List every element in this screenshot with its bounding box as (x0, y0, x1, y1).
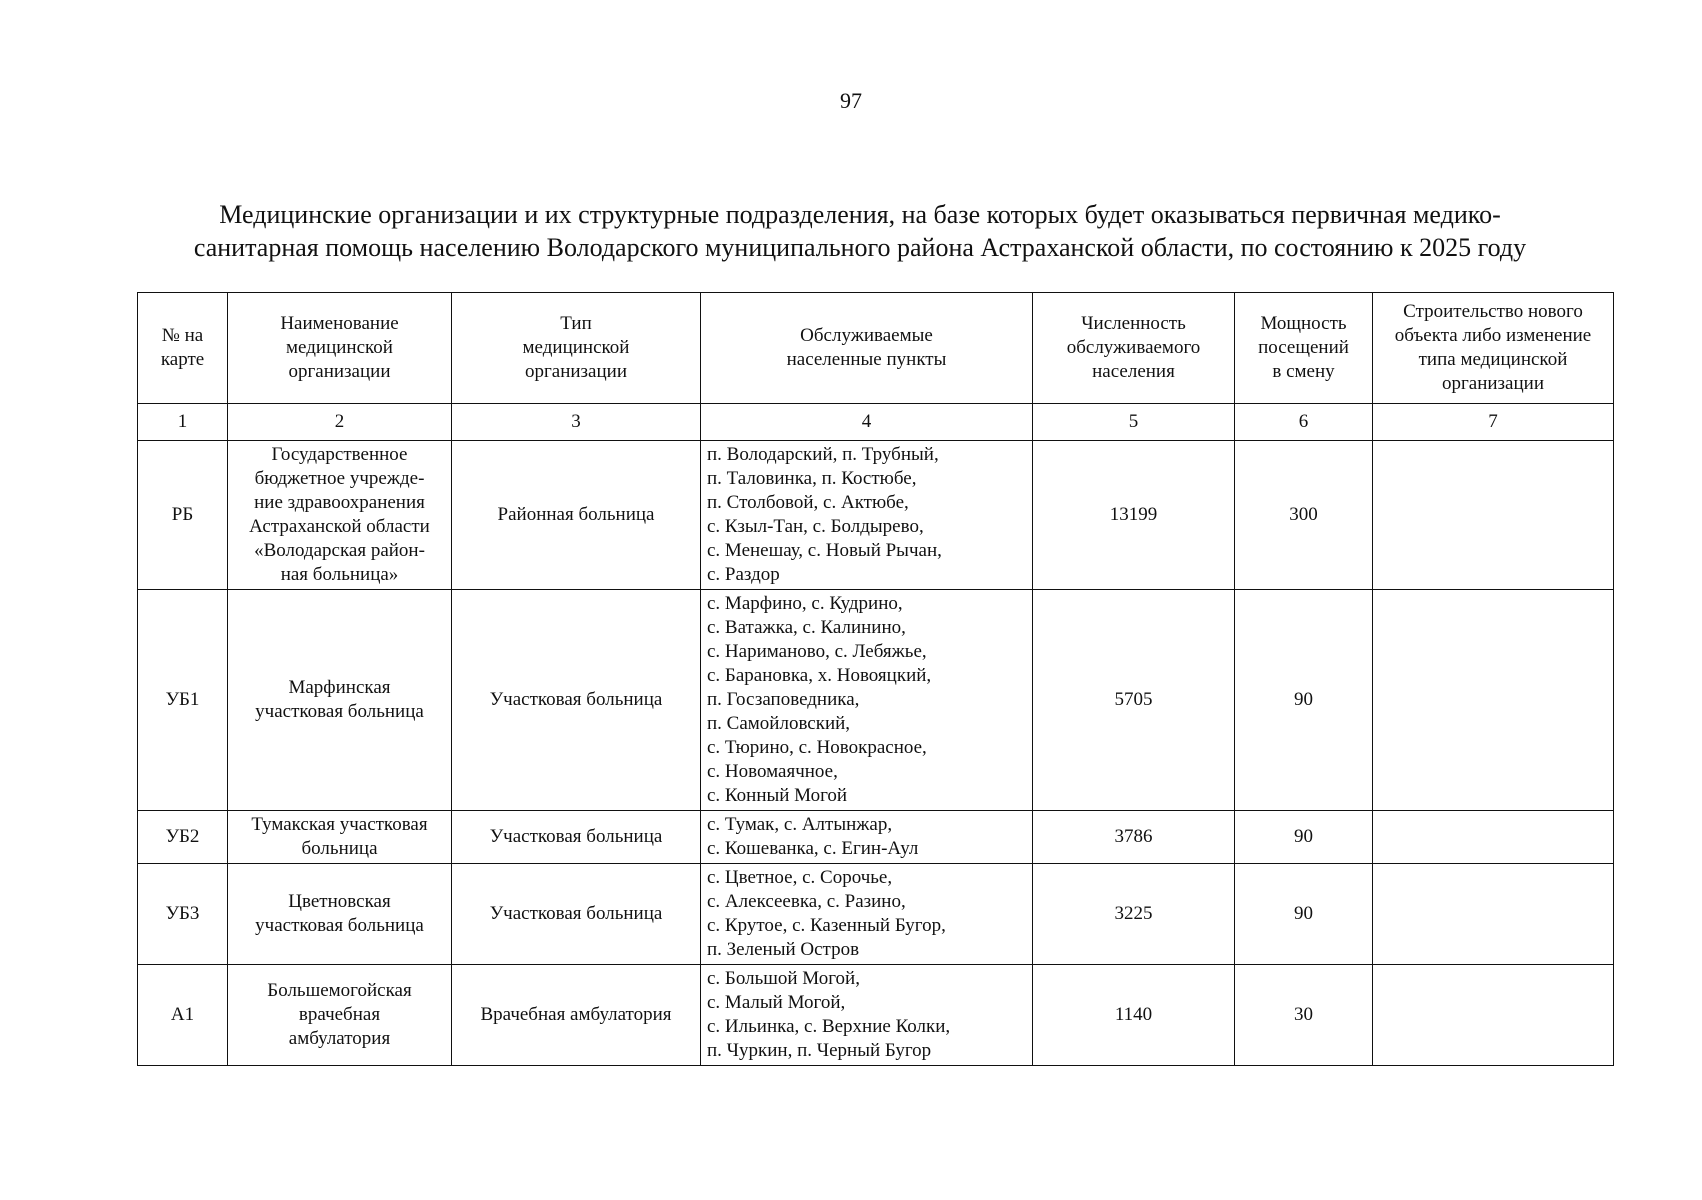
capacity-cell: 30 (1235, 965, 1373, 1066)
settlements-cell: с. Цветное, с. Сорочье, с. Алексеевка, с. Разино, с. Крутое, с. Казенный Бугор, п. Зеленый Остров (701, 864, 1033, 965)
settlements-cell: с. Тумак, с. Алтынжар, с. Кошеванка, с. Егин-Аул (701, 811, 1033, 864)
table-row (138, 811, 1614, 864)
organization-type-cell: Районная больница (452, 441, 701, 590)
construction-cell (1373, 864, 1614, 965)
construction-cell (1373, 811, 1614, 864)
map-code-cell: УБ1 (138, 590, 228, 811)
map-code-cell: А1 (138, 965, 228, 1066)
construction-cell (1373, 965, 1614, 1066)
page-number: 97 (840, 88, 862, 113)
organization-name-cell: Государственное бюджетное учрежде- ние здравоохранения Астраханской области «Володарская район- ная больница» (228, 441, 452, 590)
population-cell: 5705 (1033, 590, 1235, 811)
organization-type-cell: Участковая больница (452, 864, 701, 965)
map-code-cell: УБ3 (138, 864, 228, 965)
construction-cell (1373, 441, 1614, 590)
column-number: 6 (1235, 404, 1373, 441)
document-title (140, 198, 1580, 264)
population-cell: 1140 (1033, 965, 1235, 1066)
organization-name-cell: Тумакская участковая больница (228, 811, 452, 864)
header-construction: Строительство нового объекта либо изменение типа медицинской организации (1373, 293, 1614, 404)
header-organization-type: Тип медицинской организации (452, 293, 701, 404)
column-number-row (138, 404, 1614, 441)
column-number: 5 (1033, 404, 1235, 441)
organization-name-cell: Большемогойская врачебная амбулатория (228, 965, 452, 1066)
settlements-cell: с. Марфино, с. Кудрино, с. Ватажка, с. Калинино, с. Нариманово, с. Лебяжье, с. Барановка, х. Новояцкий, п. Госзаповедника, п. Самойловский, с. Тюрино, с. Новокрасное, с. Новомаячное, с. Конный Могой (701, 590, 1033, 811)
table-header-row (138, 293, 1614, 404)
column-number: 7 (1373, 404, 1614, 441)
title-line-1: Медицинские организации и их структурные подразделения, на базе которых будет оказываться первичная медико- (219, 200, 1501, 229)
organization-type-cell: Врачебная амбулатория (452, 965, 701, 1066)
settlements-cell: п. Володарский, п. Трубный, п. Таловинка, п. Костюбе, п. Столбовой, с. Актюбе, с. Кзыл-Тан, с. Болдырево, с. Менешау, с. Новый Рычан, с. Раздор (701, 441, 1033, 590)
table-row (138, 864, 1614, 965)
header-organization-name: Наименование медицинской организации (228, 293, 452, 404)
column-number: 3 (452, 404, 701, 441)
header-map-number: № на карте (138, 293, 228, 404)
header-settlements: Обслуживаемые населенные пункты (701, 293, 1033, 404)
title-line-2: санитарная помощь населению Володарского муниципального района Астраханской области, по состоянию к 2025 году (193, 233, 1527, 262)
column-number: 4 (701, 404, 1033, 441)
capacity-cell: 90 (1235, 590, 1373, 811)
header-population: Численность обслуживаемого населения (1033, 293, 1235, 404)
medical-organizations-table (137, 292, 1614, 1066)
capacity-cell: 90 (1235, 811, 1373, 864)
population-cell: 3225 (1033, 864, 1235, 965)
header-capacity: Мощность посещений в смену (1235, 293, 1373, 404)
organization-name-cell: Цветновская участковая больница (228, 864, 452, 965)
organization-type-cell: Участковая больница (452, 811, 701, 864)
population-cell: 13199 (1033, 441, 1235, 590)
column-number: 2 (228, 404, 452, 441)
organization-name-cell: Марфинская участковая больница (228, 590, 452, 811)
column-number: 1 (138, 404, 228, 441)
settlements-cell: с. Большой Могой, с. Малый Могой, с. Ильинка, с. Верхние Колки, п. Чуркин, п. Черный Бугор (701, 965, 1033, 1066)
map-code-cell: УБ2 (138, 811, 228, 864)
table-row (138, 441, 1614, 590)
population-cell: 3786 (1033, 811, 1235, 864)
capacity-cell: 300 (1235, 441, 1373, 590)
table-row (138, 965, 1614, 1066)
construction-cell (1373, 590, 1614, 811)
organization-type-cell: Участковая больница (452, 590, 701, 811)
capacity-cell: 90 (1235, 864, 1373, 965)
map-code-cell: РБ (138, 441, 228, 590)
table-row (138, 590, 1614, 811)
